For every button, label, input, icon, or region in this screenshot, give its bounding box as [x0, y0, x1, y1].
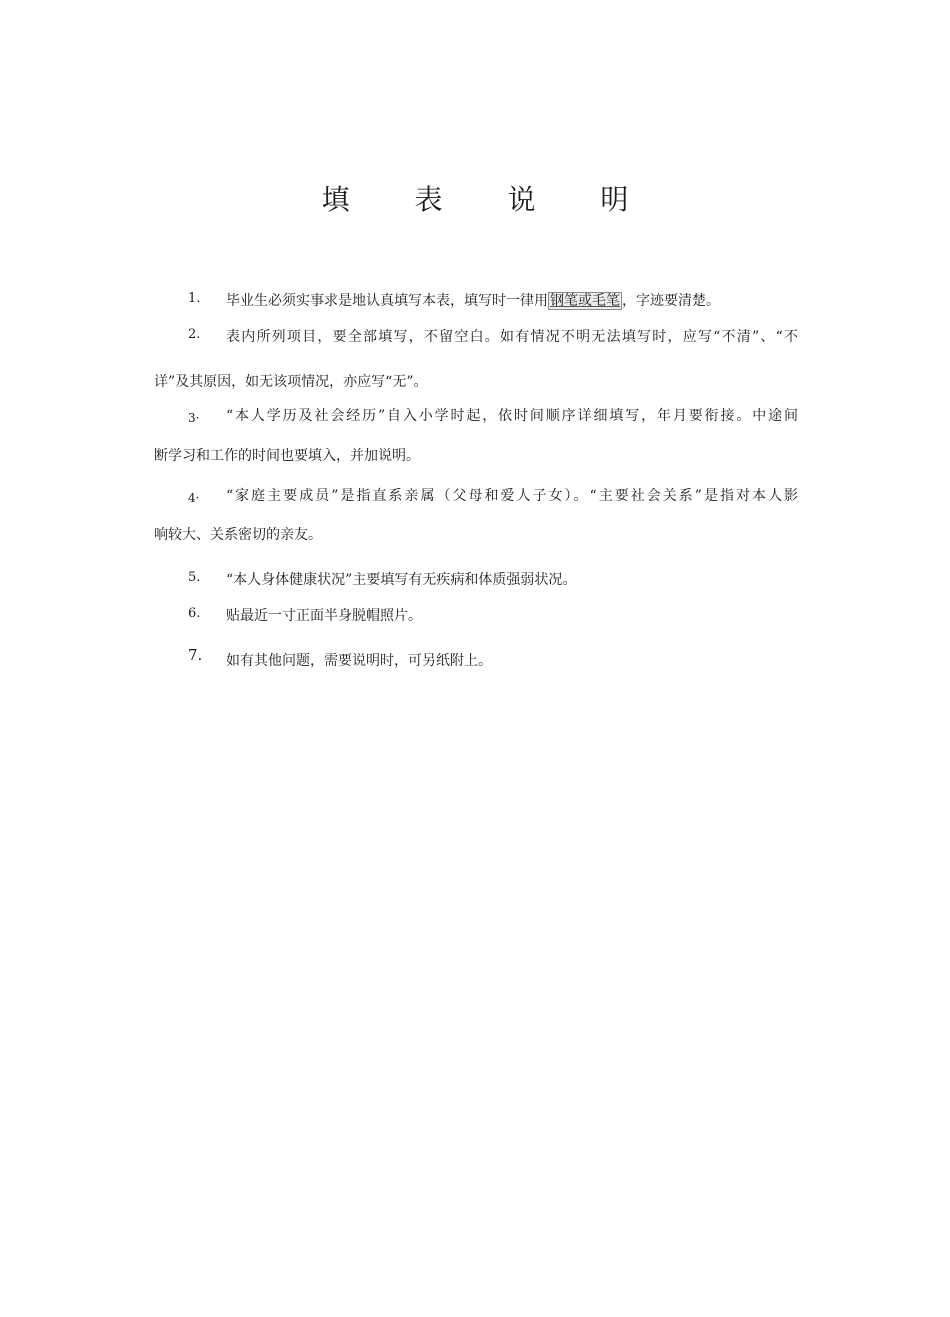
item-text-4-line2: 响较大、关系密切的亲友。: [154, 527, 322, 543]
item-text-4-line1: “家庭主要成员”是指直系亲属（父母和爱人子女）。“主要社会关系”是指对本人影: [226, 488, 798, 504]
item-text-3-line2: 断学习和工作的时间也要填入，并加说明。: [154, 448, 420, 464]
item-number-7: 7.: [188, 646, 203, 664]
item-text-2-line2: 详”及其原因，如无该项情况，亦应写“无”。: [154, 374, 428, 390]
item-text-2-line1: 表内所列项目，要全部填写，不留空白。如有情况不明无法填写时，应写“不清”、“不: [226, 329, 798, 345]
item-text-1-post: ，字迹要清楚。: [622, 293, 720, 309]
item-number-5: 5.: [188, 570, 201, 585]
item-text-5: “本人身体健康状况”主要填写有无疾病和体质强弱状况。: [226, 572, 577, 588]
item-number-6: 6.: [188, 606, 201, 621]
highlighted-text: 钢笔或毛笔: [550, 293, 620, 309]
item-number-4: 4·: [188, 491, 200, 505]
item-text-7: 如有其他问题，需要说明时，可另纸附上。: [226, 653, 492, 669]
page-title: 填 表 说 明: [321, 183, 657, 216]
item-text-1: [226, 290, 720, 310]
item-text-3-line1: “本人学历及社会经历”自入小学时起，依时间顺序详细填写，年月要衔接。中途间: [226, 408, 798, 424]
item-number-3: 3·: [188, 411, 200, 425]
item-text-1-pre: 毕业生必须实事求是地认真填写本表，填写时一律用: [226, 293, 548, 309]
item-text-6: 贴最近一寸正面半身脱帽照片。: [226, 608, 422, 624]
item-number-1: 1.: [188, 291, 201, 306]
item-number-2: 2.: [188, 327, 201, 342]
